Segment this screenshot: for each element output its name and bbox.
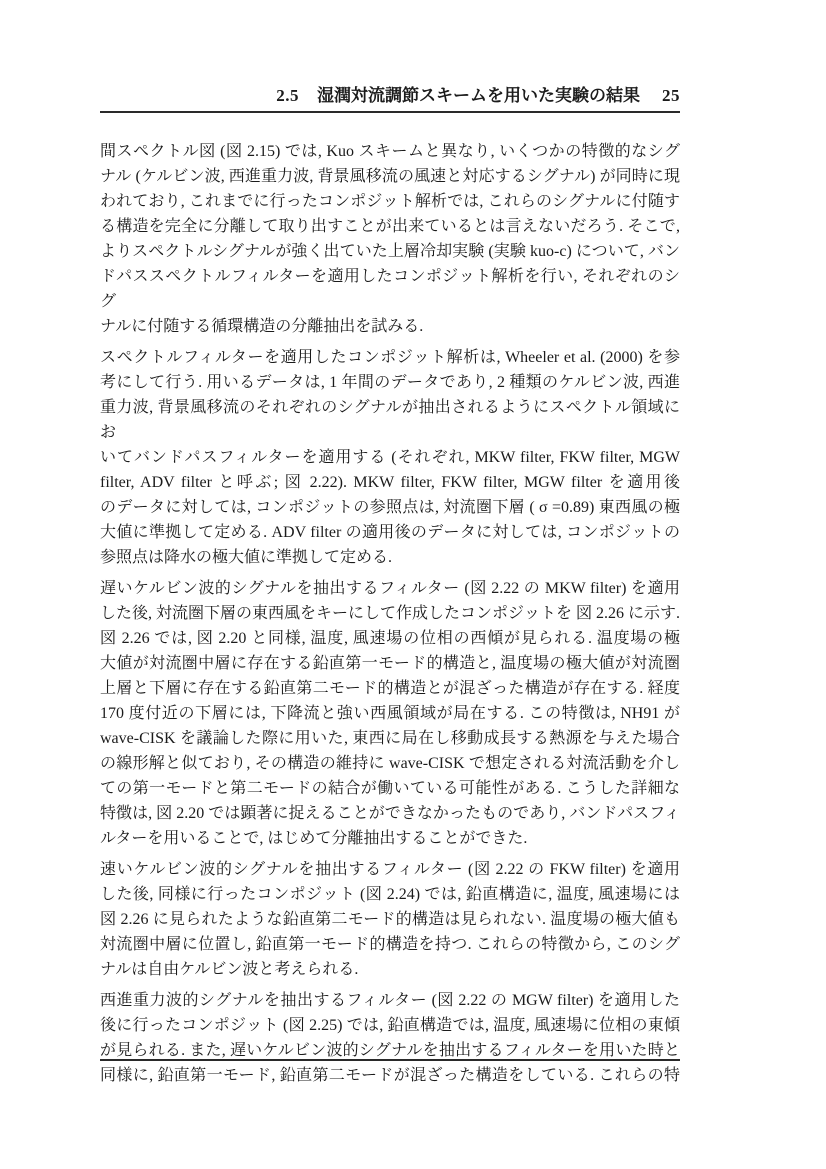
text-line: 170 度付近の下層には, 下降流と強い西風領域が局在する. この特徴は, NH91 が (100, 705, 680, 722)
text-line: 図 2.26 に見られたような鉛直第二モード的構造は見られない. 温度場の極大値も (100, 911, 680, 928)
body-text (100, 139, 680, 1094)
text-line: 大値が対流圏中層に存在する鉛直第一モード的構造と, 温度場の極大値が対流圏 (100, 655, 680, 672)
paragraph (100, 988, 680, 1088)
paragraph (100, 576, 680, 851)
text-line: のデータに対しては, コンポジットの参照点は, 対流圏下層 ( σ =0.89) 東西風の極 (100, 499, 680, 516)
page-number: 25 (662, 86, 680, 105)
running-header (100, 85, 680, 107)
text-line: われており, これまでに行ったコンポジット解析では, これらのシグナルに付随す (100, 193, 680, 210)
text-line: よりスペクトルシグナルが強く出ていた上層冷却実験 (実験 kuo-c) について, バン (100, 243, 680, 260)
text-line: 後に行ったコンポジット (図 2.25) では, 鉛直構造では, 温度, 風速場に位相の東傾 (100, 1017, 680, 1034)
text-line: filter, ADV filter と呼ぶ; 図 2.22). MKW filter, FKW filter, MGW filter を適用後 (100, 474, 680, 491)
text-line: wave-CISK を議論した際に用いた, 東西に局在し移動成長する熱源を与えた場合 (100, 730, 680, 747)
section-title: 湿潤対流調節スキームを用いた実験の結果 (317, 86, 640, 105)
text-line: 特徴は, 図 2.20 では顕著に捉えることができなかったものであり, バンドパスフィ (100, 805, 680, 822)
text-line: スペクトルフィルターを適用したコンポジット解析は, Wheeler et al. (2000) を参 (100, 349, 680, 366)
text-line: 同様に, 鉛直第一モード, 鉛直第二モードが混ざった構造をしている. これらの特 (100, 1067, 680, 1084)
text-line: 遅いケルビン波的シグナルを抽出するフィルター (図 2.22 の MKW filter) を適用 (100, 580, 680, 597)
text-line: 重力波, 背景風移流のそれぞれのシグナルが抽出されるようにスペクトル領域にお (100, 399, 680, 441)
text-line: した後, 対流圏下層の東西風をキーにして作成したコンポジットを 図 2.26 に示す. (100, 605, 681, 622)
paragraph (100, 345, 680, 570)
footnote-rule (100, 1059, 680, 1061)
text-line: 速いケルビン波的シグナルを抽出するフィルター (図 2.22 の FKW filter) を適用 (100, 861, 680, 878)
text-line: 対流圏中層に位置し, 鉛直第一モード的構造を持つ. これらの特徴から, このシグ (100, 936, 680, 953)
text-line: 間スペクトル図 (図 2.15) では, Kuo スキームと異なり, いくつかの特徴的なシグ (100, 143, 680, 160)
text-line: の線形解と似ており, その構造の維持に wave-CISK で想定される対流活動を介し (100, 755, 680, 772)
text-line: 図 2.26 では, 図 2.20 と同様, 温度, 風速場の位相の西傾が見られる. 温度場の極 (100, 630, 680, 647)
text-line: ての第一モードと第二モードの結合が働いている可能性がある. こうした詳細な (100, 780, 680, 797)
paragraph (100, 857, 680, 982)
text-line: 西進重力波的シグナルを抽出するフィルター (図 2.22 の MGW filter) を適用した (100, 992, 680, 1009)
text-line: が見られる. また, 遅いケルビン波的シグナルを抽出するフィルターを用いた時と (100, 1042, 680, 1059)
text-line: ナル (ケルビン波, 西進重力波, 背景風移流の風速と対応するシグナル) が同時に現 (100, 168, 680, 185)
text-line: した後, 同様に行ったコンポジット (図 2.24) では, 鉛直構造に, 温度, 風速場には (100, 886, 680, 903)
text-line: ルターを用いることで, はじめて分離抽出することができた. (100, 830, 528, 847)
text-line: ナルは自由ケルビン波と考えられる. (100, 961, 359, 978)
paragraph (100, 139, 680, 339)
text-line: ドパススペクトルフィルターを適用したコンポジット解析を行い, それぞれのシグ (100, 268, 680, 310)
section-number: 2.5 (276, 86, 299, 105)
text-line: いてバンドパスフィルターを適用する (それぞれ, MKW filter, FKW filter, MGW (100, 449, 680, 466)
text-line: 参照点は降水の極大値に準拠して定める. (100, 549, 393, 566)
text-line: る構造を完全に分離して取り出すことが出来ているとは言えないだろう. そこで, (100, 218, 680, 235)
text-line: 考にして行う. 用いるデータは, 1 年間のデータであり, 2 種類のケルビン波, 西進 (100, 374, 680, 391)
header-rule (100, 111, 680, 113)
text-line: ナルに付随する循環構造の分離抽出を試みる. (100, 318, 424, 335)
text-line: 上層と下層に存在する鉛直第二モード的構造とが混ざった構造が存在する. 経度 (100, 680, 680, 697)
text-line: 大値に準拠して定める. ADV filter の適用後のデータに対しては, コンポジットの (100, 524, 680, 541)
